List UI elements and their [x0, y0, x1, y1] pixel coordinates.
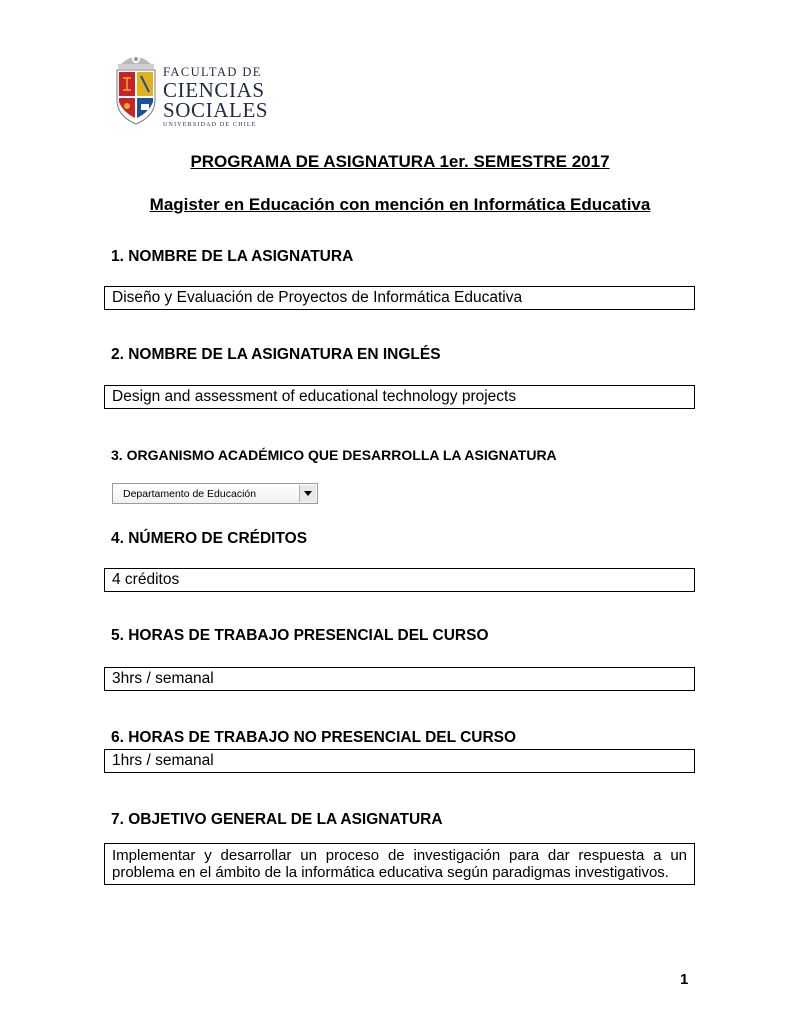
section-5-heading: 5. HORAS DE TRABAJO PRESENCIAL DEL CURSO — [111, 627, 489, 644]
section-3-heading: 3. ORGANISMO ACADÉMICO QUE DESARROLLA LA ASIGNATURA — [111, 447, 557, 463]
academic-unit-selected-value: Departamento de Educación — [123, 488, 257, 500]
section-4-heading: 4. NÚMERO DE CRÉDITOS — [111, 530, 308, 547]
logo-university-label: UNIVERSIDAD DE CHILE — [163, 121, 257, 128]
presential-hours-field: 3hrs / semanal — [104, 667, 695, 691]
program-subtitle: Magister en Educación con mención en Informática Educativa — [149, 195, 651, 214]
section-6-heading: 6. HORAS DE TRABAJO NO PRESENCIAL DEL CURSO — [111, 729, 517, 746]
logo-sociales-label: SOCIALES — [163, 97, 269, 122]
general-objective-field: Implementar y desarrollar un proceso de investigación para dar respuesta a un problema en el ámbito de la informática educativa según paradigmas investigativos. — [104, 843, 695, 885]
faculty-logo — [113, 48, 273, 126]
course-name-field: Diseño y Evaluación de Proyectos de Informática Educativa — [104, 286, 695, 310]
logo-faculty-label: FACULTAD DE — [163, 65, 262, 79]
credits-field: 4 créditos — [104, 568, 695, 592]
section-2-heading: 2. NOMBRE DE LA ASIGNATURA EN INGLÉS — [111, 346, 441, 363]
section-1-heading: 1. NOMBRE DE LA ASIGNATURA — [111, 248, 354, 265]
non-presential-hours-field: 1hrs / semanal — [104, 749, 695, 773]
section-7-heading: 7. OBJETIVO GENERAL DE LA ASIGNATURA — [111, 811, 443, 828]
chevron-down-icon[interactable] — [299, 485, 316, 502]
course-name-english-field: Design and assessment of educational technology projects — [104, 385, 695, 409]
document-title: PROGRAMA DE ASIGNATURA 1er. SEMESTRE 2017 — [190, 152, 610, 171]
academic-unit-dropdown[interactable] — [112, 483, 318, 504]
university-shield-icon — [113, 48, 159, 126]
logo-ciencias-label: CIENCIAS — [163, 77, 265, 102]
page-number: 1 — [680, 971, 689, 988]
